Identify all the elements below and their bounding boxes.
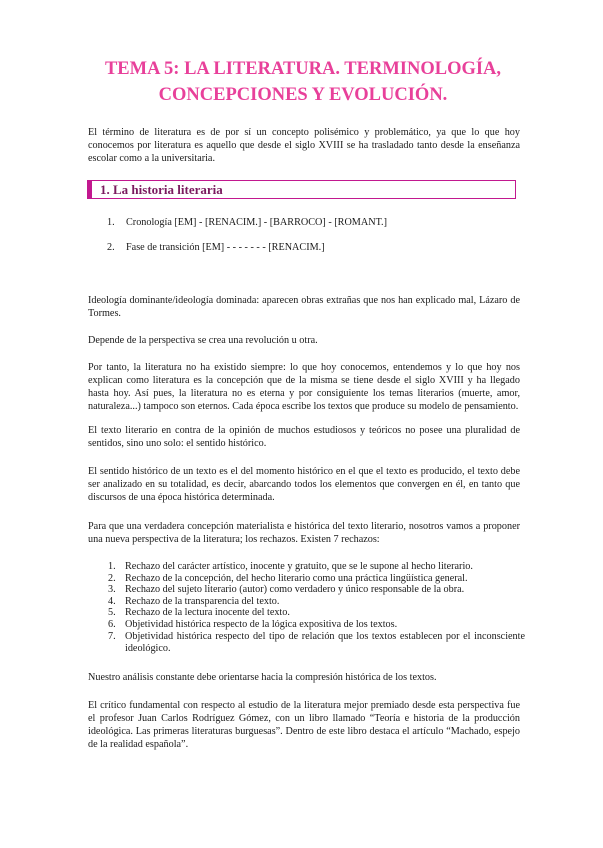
list-number: 6. — [108, 618, 116, 630]
section-heading-box — [87, 180, 516, 199]
list-item — [108, 619, 538, 631]
section-heading: 1. La historia literaria — [100, 182, 223, 197]
paragraph-literary-text: El texto literario en contra de la opinión de muchos estudiosos y teóricos no posee una pluralidad de sentidos, sino uno solo: el sentido histórico. — [88, 425, 520, 449]
paragraph-perspective: Depende de la perspectiva se crea una revolución u otra. — [88, 335, 318, 346]
intro-paragraph: El término de literatura es de por sí un concepto polisémico y problemático, ya que lo que hoy conocemos por literatura es aquello que desde el siglo XVIII se ha trasladado tanto desde la enseñanza escolar como a la universitaria. — [88, 127, 520, 164]
list-number: 7. — [108, 630, 116, 642]
list-text: Rechazo del sujeto literario (autor) como verdadero y único responsable de la obra. — [125, 584, 465, 596]
list-text: Rechazo de la concepción, del hecho literario como una práctica lingüística general. — [125, 572, 468, 584]
paragraph-historical-sense: El sentido histórico de un texto es el del momento histórico en el que el texto es producido, el texto debe ser analizado en su totalidad, es decir, abarcando todos los elementos que convergen en él, en tanto que discursos de una época histórica determinada. — [88, 466, 520, 503]
list-item — [108, 561, 538, 573]
list-text: Objetividad histórica respecto de la lógica expositiva de los textos. — [125, 618, 398, 630]
paragraph-literature-history: Por tanto, la literatura no ha existido siempre: lo que hoy conocemos, entendemos y lo que hoy nos explican como literatura es la concepción que de la misma se tiene desde el siglo XVIII y ha llegado hasta hoy. Así pues, la literatura no es eterna y por consiguiente los temas literarios (muerte, amor, naturaleza...) tampoco son eternos. Cada época escribe los textos que produce su modelo de pensamiento. — [88, 362, 520, 412]
list-number: 2. — [108, 572, 116, 584]
list-text: Objetividad histórica respecto del tipo de relación que los textos establecen por el inconsciente ideológico. — [125, 630, 525, 654]
document-title-line-1: TEMA 5: LA LITERATURA. TERMINOLOGÍA, — [104, 59, 502, 79]
list-number: 5. — [108, 607, 116, 619]
paragraph-ideology: Ideología dominante/ideología dominada: aparecen obras extrañas que nos han explicado mal, Lázaro de Tormes. — [88, 295, 520, 319]
list-item — [108, 596, 538, 608]
paragraph-rejections-intro: Para que una verdadera concepción materialista e histórica del texto literario, nosotros vamos a proponer una nueva perspectiva de la literatura; los rechazos. Existen 7 rechazos: — [88, 521, 520, 545]
list-number: 1. — [108, 561, 116, 572]
chronology-number: 2. — [107, 242, 115, 253]
list-text: Rechazo del carácter artístico, inocente y gratuito, que se le supone al hecho literario. — [125, 561, 473, 572]
list-item — [108, 584, 538, 596]
document-title-line-2: CONCEPCIONES Y EVOLUCIÓN. — [158, 85, 448, 105]
list-item — [108, 631, 538, 655]
paragraph-critic: El crítico fundamental con respecto al estudio de la literatura mejor premiado desde esta perspectiva fue el profesor Juan Carlos Rodríguez Gómez, con un libro llamado “Teoría e historia de la producción ideológica. Las primeras literaturas burguesas”. Dentro de este libro destaca el artículo “Machado, espejo de la realidad española”. — [88, 700, 520, 750]
chronology-number: 1. — [107, 217, 115, 228]
list-item — [108, 607, 538, 619]
rejections-list — [108, 561, 538, 655]
chronology-item: Cronología [EM] - [RENACIM.] - [BARROCO] - [ROMANT.] — [126, 217, 387, 228]
list-number: 4. — [108, 595, 116, 607]
list-item — [108, 573, 538, 585]
list-text: Rechazo de la lectura inocente del texto. — [125, 607, 290, 619]
list-number: 3. — [108, 584, 116, 596]
chronology-item: Fase de transición [EM] - - - - - - - [RENACIM.] — [126, 242, 325, 253]
paragraph-analysis: Nuestro análisis constante debe orientarse hacia la compresión histórica de los textos. — [88, 672, 437, 683]
list-text: Rechazo de la transparencia del texto. — [125, 595, 280, 607]
